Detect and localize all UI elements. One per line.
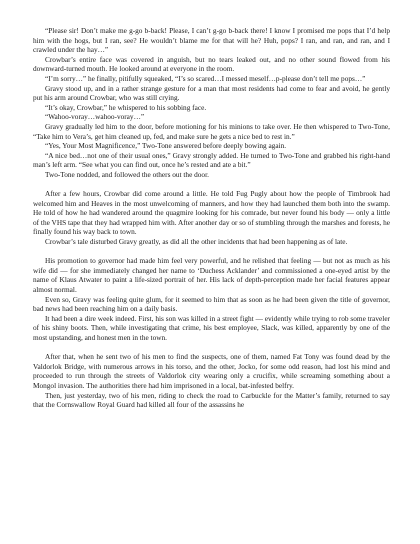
paragraph: “Wahoo-voray…wahoo-voray…” [45,112,145,122]
paragraph: It had been a dire week indeed. First, his son was killed in a street fight — evidently while trying to rob some traveler of his shiny boots. Then, while investigating that crime, his best employee, Slack, was killed, apparently by one of the most upstanding, and honest men in the town. [33,313,390,342]
paragraph: His promotion to governor had made him feel very powerful, and he relished that feeling — but not as much as his wife did — for she immediately changed her name to ‘Duchess Acklander’ and commissioned a one-eyed artist by the name of Klaus Atwater to paint a life-sized portrait of her. His lack of depth-perception made her facial features appear almost normal. [33,256,390,295]
paragraph: Then, just yesterday, two of his men, riding to check the road to Carbuckle for the Matter’s family, returned to say that the Cornswallow Royal Guard had killed all four of the assassins he [33,390,390,410]
document-body [33,26,390,410]
paragraph: Gravy gradually led him to the door, before motioning for his minions to take over. He then whispered to Two-Tone, “Take him to Vera’s, get him cleaned up, fed, and make sure he gets a nice bed to rest in.” [33,121,390,141]
paragraph: “Yes, Your Most Magnificence,” Two-Tone answered before deeply bowing again. [45,141,287,151]
paragraph: After a few hours, Crowbar did come around a little. He told Fug Pugly about how the people of Timbrook had welcomed him and Heaves in the most unwelcoming of manners, and how they had launched them both into the swamp. He told of how he had wandered around the quagmire looking for his comrade, but never found his body — only a little of the VHS tape that they had wrapped him with. After another day or so of stumbling through the marshes and forests, he finally found his way back to town. [33,189,390,237]
paragraph: After that, when he sent two of his men to find the suspects, one of them, named Fat Tony was found dead by the Valdorlok Bridge, with numerous arrows in his torso, and the other, Jocko, for some odd reason, had lost his mind and proceeded to run through the streets of Valdorlok city wearing only a crucifix, while screaming something about a Mongol invasion. The authorities there had him imprisoned in a local, bat-infested belfry. [33,352,390,390]
paragraph-gap [33,247,390,257]
paragraph: Crowbar’s entire face was covered in anguish, but no tears leaked out, and no other sound flowed from his downward-turned mouth. He looked around at everyone in the room. [33,54,390,74]
paragraph: “Please sir! Don’t make me g-go b-back! Please, I can’t g-go b-back there! I know I promised me pops that I’d help him with the hogs, but I ran, see? He wouldn’t blame me for that will he? Huh, pops? I ran, and ran, and ran, and I crawled under the hay…” [33,26,390,55]
paragraph: “I’m sorry…” he finally, pitifully squeaked, “I’s so scared…I messed meself…p-please don’t tell me pops…” [45,73,366,83]
paragraph: “It’s okay, Crowbar,” he whispered to his sobbing face. [45,102,207,112]
paragraph: Two-Tone nodded, and followed the others out the door. [45,169,209,179]
paragraph: “A nice bed…not one of their usual ones,” Gravy strongly added. He turned to Two-Tone and grabbed his right-hand man’s left arm. “See what you can find out, once he’s rested and ate a bit.” [33,150,390,170]
paragraph-gap [33,180,390,190]
paragraph: Gravy stood up, and in a rather strange gesture for a man that most residents had come to fear and avoid, he gently put his arm around Crowbar, who was still crying. [33,83,390,103]
paragraph: Crowbar’s tale disturbed Gravy greatly, as did all the other incidents that had been happening as of late. [45,237,348,247]
paragraph-gap [33,343,390,353]
paragraph: Even so, Gravy was feeling quite glum, for it seemed to him that as soon as he had been given the title of governor, bad news had been reaching him on a daily basis. [33,294,390,314]
